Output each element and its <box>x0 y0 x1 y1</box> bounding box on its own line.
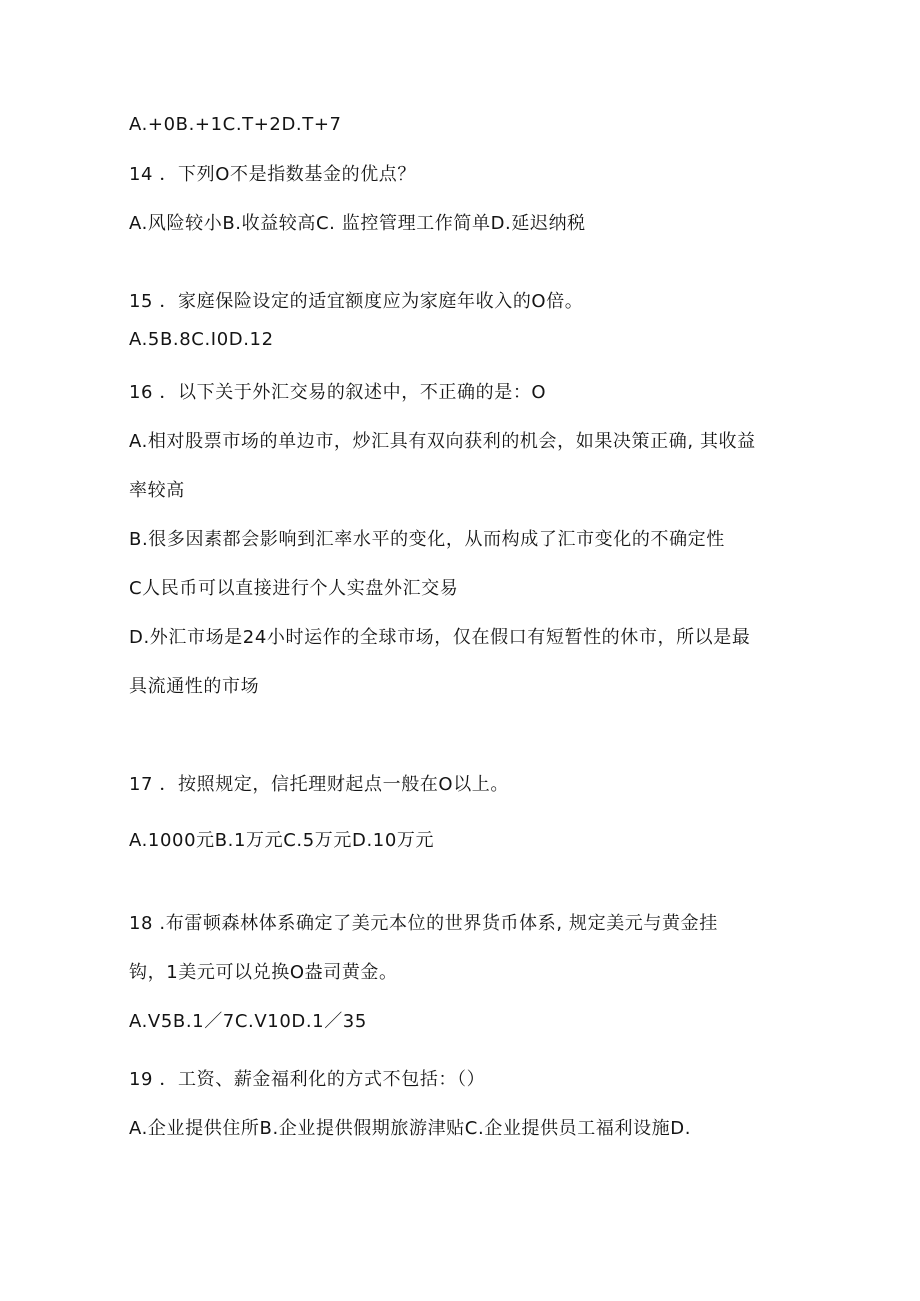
q15-question: 15 ．家庭保险设定的适宜额度应为家庭年收入的O倍。 <box>129 291 584 312</box>
q16-option-d: D.外汇市场是24小时运作的全球市场，仅在假口有短暂性的休市，所以是最 <box>129 627 751 648</box>
q18-question-cont: 钩，1美元可以兑换O盎司黄金。 <box>129 962 398 983</box>
q16-option-d-cont: 具流通性的市场 <box>129 676 260 697</box>
q15-options: A.5B.8C.I0D.12 <box>129 329 274 350</box>
q19-options: A.企业提供住所B.企业提供假期旅游津贴C.企业提供员工福利设施D. <box>129 1118 692 1139</box>
q18-options: A.V5B.1／7C.V10D.1／35 <box>129 1011 367 1032</box>
q18-question: 18 .布雷顿森林体系确定了美元本位的世界货币体系, 规定美元与黄金挂 <box>129 913 718 934</box>
q16-option-c: C人民币可以直接进行个人实盘外汇交易 <box>129 578 459 599</box>
q14-options: A.风险较小B.收益较高C. 监控管理工作简单D.延迟纳税 <box>129 213 586 234</box>
q16-question: 16 ．以下关于外汇交易的叙述中，不正确的是：O <box>129 382 547 403</box>
q16-option-b: B.很多因素都会影响到汇率水平的变化，从而构成了汇市变化的不确定性 <box>129 529 725 550</box>
q13-options: A.+0B.+1C.T+2D.T+7 <box>129 114 342 135</box>
q14-question: 14 ．下列O不是指数基金的优点？ <box>129 164 416 185</box>
q16-option-a: A.相对股票市场的单边市，炒汇具有双向获利的机会，如果决策正确, 其收益 <box>129 431 756 452</box>
q17-question: 17 ．按照规定，信托理财起点一般在O以上。 <box>129 774 509 795</box>
q16-option-a-cont: 率较高 <box>129 480 185 501</box>
q17-options: A.1000元B.1万元C.5万元D.10万元 <box>129 830 435 851</box>
q19-question: 19 ．工资、薪金福利化的方式不包括：（） <box>129 1069 486 1090</box>
